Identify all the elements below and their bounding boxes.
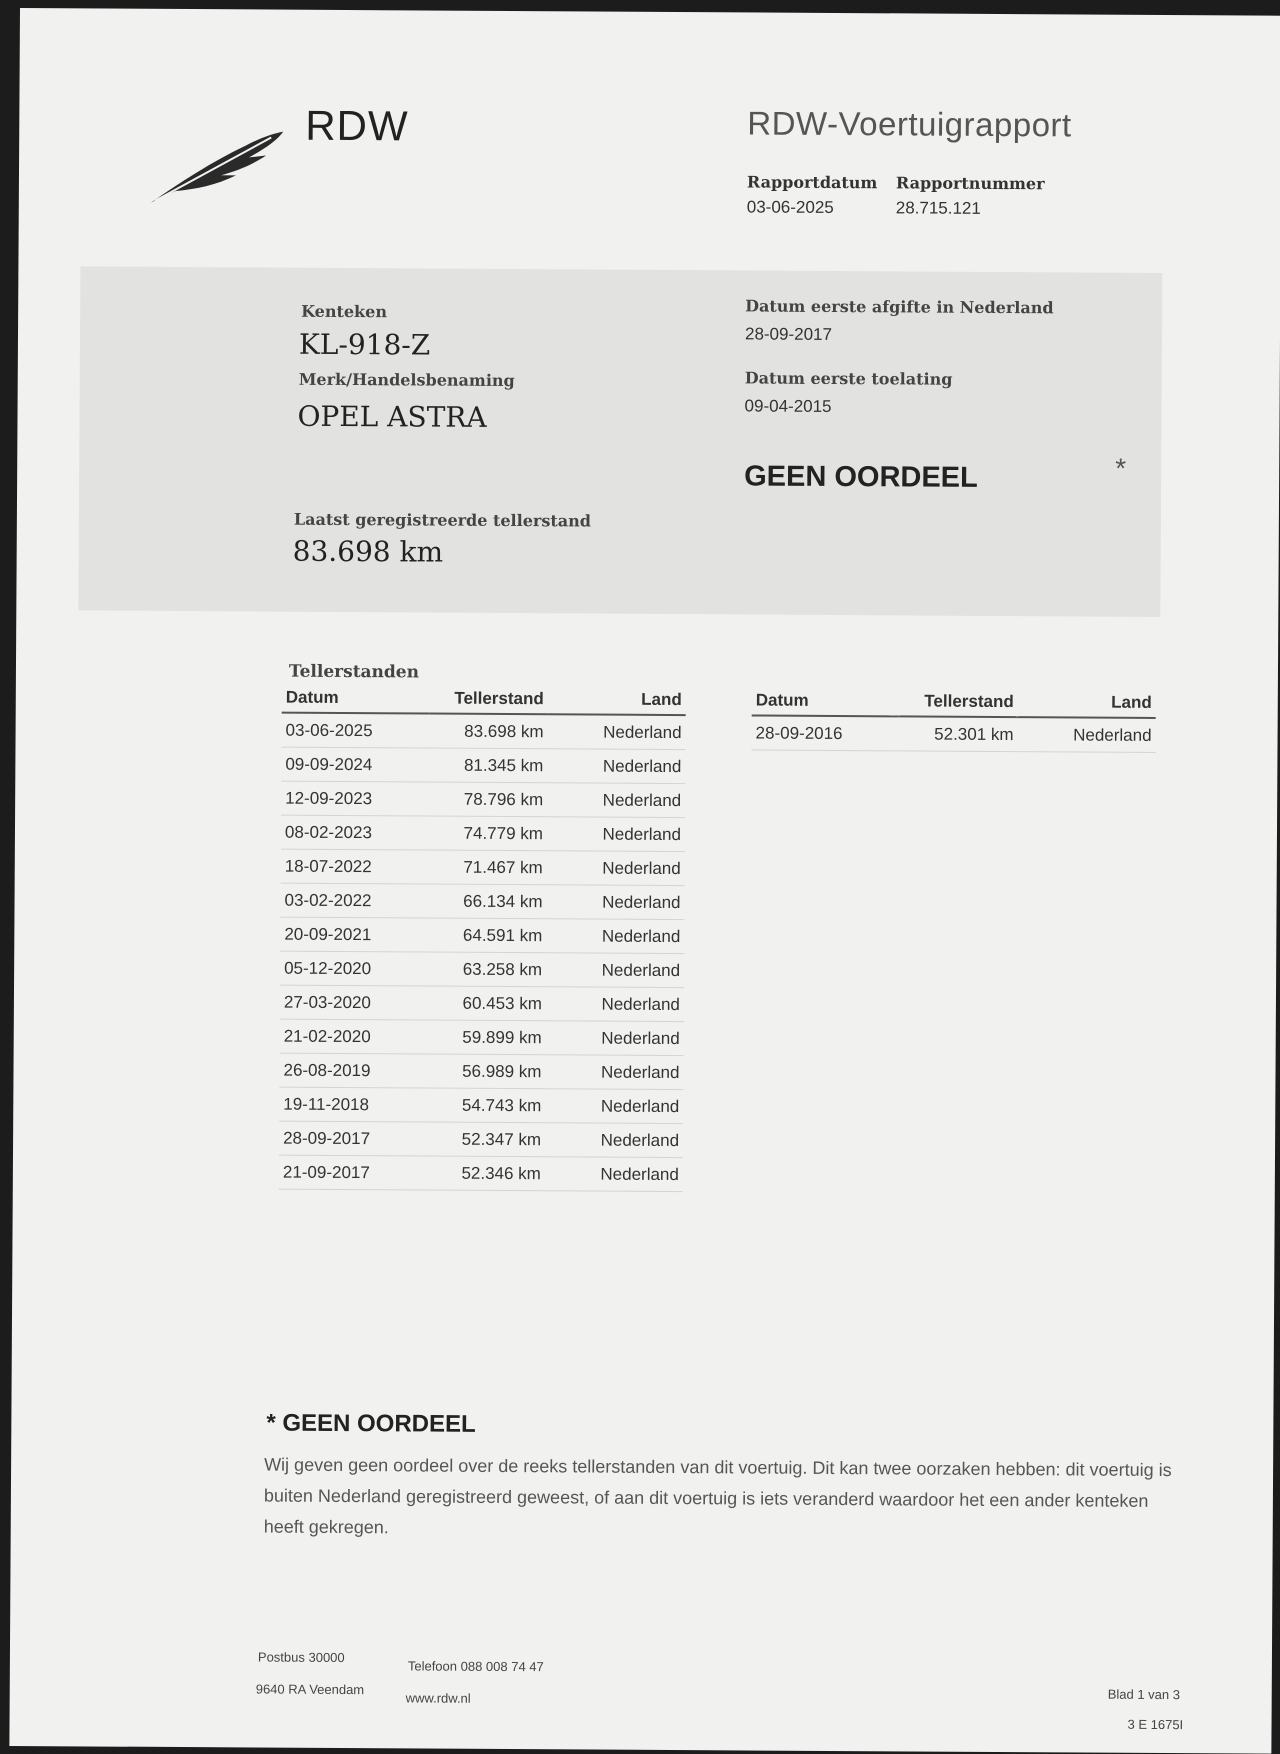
- column-header-datum: Datum: [282, 686, 430, 714]
- table-row: [280, 951, 684, 987]
- cell-datum: 21-09-2017: [279, 1155, 427, 1190]
- cell-land: Nederland: [547, 783, 685, 818]
- cell-datum: 09-09-2024: [281, 747, 429, 782]
- tellerstanden-table-left: [279, 686, 686, 1192]
- cell-tellerstand: 78.796 km: [429, 782, 547, 817]
- cell-tellerstand: 60.453 km: [428, 986, 546, 1021]
- afgifte-label: Datum eerste afgifte in Nederland: [745, 296, 1054, 318]
- cell-tellerstand: 56.989 km: [427, 1054, 545, 1089]
- tellerstanden-heading: Tellerstanden: [288, 661, 420, 683]
- kenteken-value: KL-918-Z: [298, 327, 431, 362]
- cell-datum: 03-02-2022: [280, 883, 428, 918]
- cell-tellerstand: 71.467 km: [429, 850, 547, 885]
- footer-address: 9640 RA Veendam: [255, 1681, 365, 1698]
- cell-tellerstand: 66.134 km: [428, 884, 546, 919]
- table-row: [280, 985, 684, 1021]
- cell-datum: 21-02-2020: [280, 1019, 428, 1054]
- merk-value: OPEL ASTRA: [297, 399, 487, 434]
- rapportnummer-value: 28.715.121: [895, 198, 981, 218]
- column-header-tellerstand: Tellerstand: [900, 689, 1018, 717]
- rapportnummer-label: Rapportnummer: [895, 173, 1045, 194]
- table-row: [281, 713, 685, 750]
- table-row: [281, 747, 685, 783]
- teller-value: 83.698 km: [292, 534, 444, 569]
- footer-website[interactable]: www.rdw.nl: [405, 1690, 471, 1706]
- cell-datum: 19-11-2018: [279, 1087, 427, 1122]
- cell-land: Nederland: [546, 987, 684, 1022]
- tellerstanden-table-right: [751, 688, 1155, 752]
- cell-land: Nederland: [545, 1123, 683, 1158]
- cell-datum: 27-03-2020: [280, 985, 428, 1020]
- afgifte-value: 28-09-2017: [744, 324, 833, 344]
- cell-tellerstand: 54.743 km: [427, 1088, 545, 1123]
- table-row: [281, 849, 685, 885]
- cell-tellerstand: 81.345 km: [429, 748, 547, 783]
- footer-document-code: 3 E 1675I: [1127, 1716, 1184, 1733]
- verdict-status: GEEN OORDEEL: [744, 460, 978, 494]
- cell-land: Nederland: [547, 817, 685, 852]
- table-row: [281, 781, 685, 817]
- rapportdatum-label: Rapportdatum: [746, 172, 878, 193]
- cell-tellerstand: 83.698 km: [429, 714, 547, 749]
- cell-tellerstand: 52.346 km: [427, 1156, 545, 1191]
- cell-tellerstand: 52.301 km: [899, 716, 1017, 751]
- cell-land: Nederland: [546, 1021, 684, 1056]
- cell-tellerstand: 59.899 km: [428, 1020, 546, 1055]
- footnote-asterisk: *: [1115, 452, 1127, 484]
- footnote-body: Wij geven geen oordeel over de reeks tellerstanden van dit voertuig. Dit kan twee oorzaken hebben: dit voertuig is buiten Nederland geregistreerd geweest, of aan dit voertuig is iets veranderd waardoor het een ander kenteken heeft gekregen.: [263, 1454, 1172, 1538]
- cell-land: Nederland: [545, 1157, 683, 1192]
- column-header-tellerstand: Tellerstand: [430, 687, 548, 715]
- cell-land: Nederland: [547, 749, 685, 784]
- cell-land: Nederland: [547, 714, 685, 749]
- cell-tellerstand: 52.347 km: [427, 1122, 545, 1157]
- cell-tellerstand: 74.779 km: [429, 816, 547, 851]
- cell-land: Nederland: [1017, 717, 1155, 752]
- table-header-row: [282, 686, 686, 715]
- table-row: [280, 917, 684, 953]
- cell-datum: 26-08-2019: [279, 1053, 427, 1088]
- table-row: [281, 815, 685, 851]
- teller-label: Laatst geregistreerde tellerstand: [293, 509, 591, 531]
- cell-datum: 08-02-2023: [281, 815, 429, 850]
- report-title: RDW-Voertuigrapport: [747, 104, 1072, 144]
- merk-label: Merk/Handelsbenaming: [298, 369, 515, 391]
- table-row: [751, 715, 1155, 752]
- cell-datum: 28-09-2017: [279, 1121, 427, 1156]
- cell-datum: 18-07-2022: [281, 849, 429, 884]
- table-row: [279, 1155, 683, 1191]
- table-header-row: [752, 688, 1156, 717]
- footer-phone: Telefoon 088 008 74 47: [407, 1658, 544, 1675]
- report-page: [9, 8, 1280, 1754]
- cell-datum: 05-12-2020: [280, 951, 428, 986]
- cell-tellerstand: 63.258 km: [428, 952, 546, 987]
- cell-datum: 03-06-2025: [281, 713, 429, 748]
- cell-land: Nederland: [546, 885, 684, 920]
- cell-tellerstand: 64.591 km: [428, 918, 546, 953]
- toelating-value: 09-04-2015: [744, 396, 832, 416]
- table-row: [279, 1121, 683, 1157]
- brand-name: RDW: [305, 101, 409, 150]
- footer-page-number: Blad 1 van 3: [1107, 1686, 1181, 1703]
- footnote-heading: * GEEN OORDEEL: [266, 1409, 476, 1438]
- cell-datum: 28-09-2016: [751, 715, 899, 750]
- cell-land: Nederland: [546, 919, 684, 954]
- cell-land: Nederland: [546, 953, 684, 988]
- rapportdatum-value: 03-06-2025: [746, 197, 834, 217]
- table-row: [280, 1019, 684, 1055]
- kenteken-label: Kenteken: [301, 301, 388, 322]
- table-row: [279, 1087, 683, 1123]
- column-header-land: Land: [548, 687, 686, 715]
- cell-land: Nederland: [547, 851, 685, 886]
- cell-land: Nederland: [545, 1089, 683, 1124]
- column-header-land: Land: [1018, 690, 1156, 718]
- rdw-feather-logo: [151, 127, 286, 208]
- cell-datum: 12-09-2023: [281, 781, 429, 816]
- footer-postbus: Postbus 30000: [257, 1649, 345, 1666]
- vehicle-summary-band: [78, 266, 1162, 617]
- table-row: [279, 1053, 683, 1089]
- column-header-datum: Datum: [752, 688, 900, 716]
- table-row: [280, 883, 684, 919]
- toelating-label: Datum eerste toelating: [744, 368, 953, 389]
- cell-land: Nederland: [545, 1055, 683, 1090]
- cell-datum: 20-09-2021: [280, 917, 428, 952]
